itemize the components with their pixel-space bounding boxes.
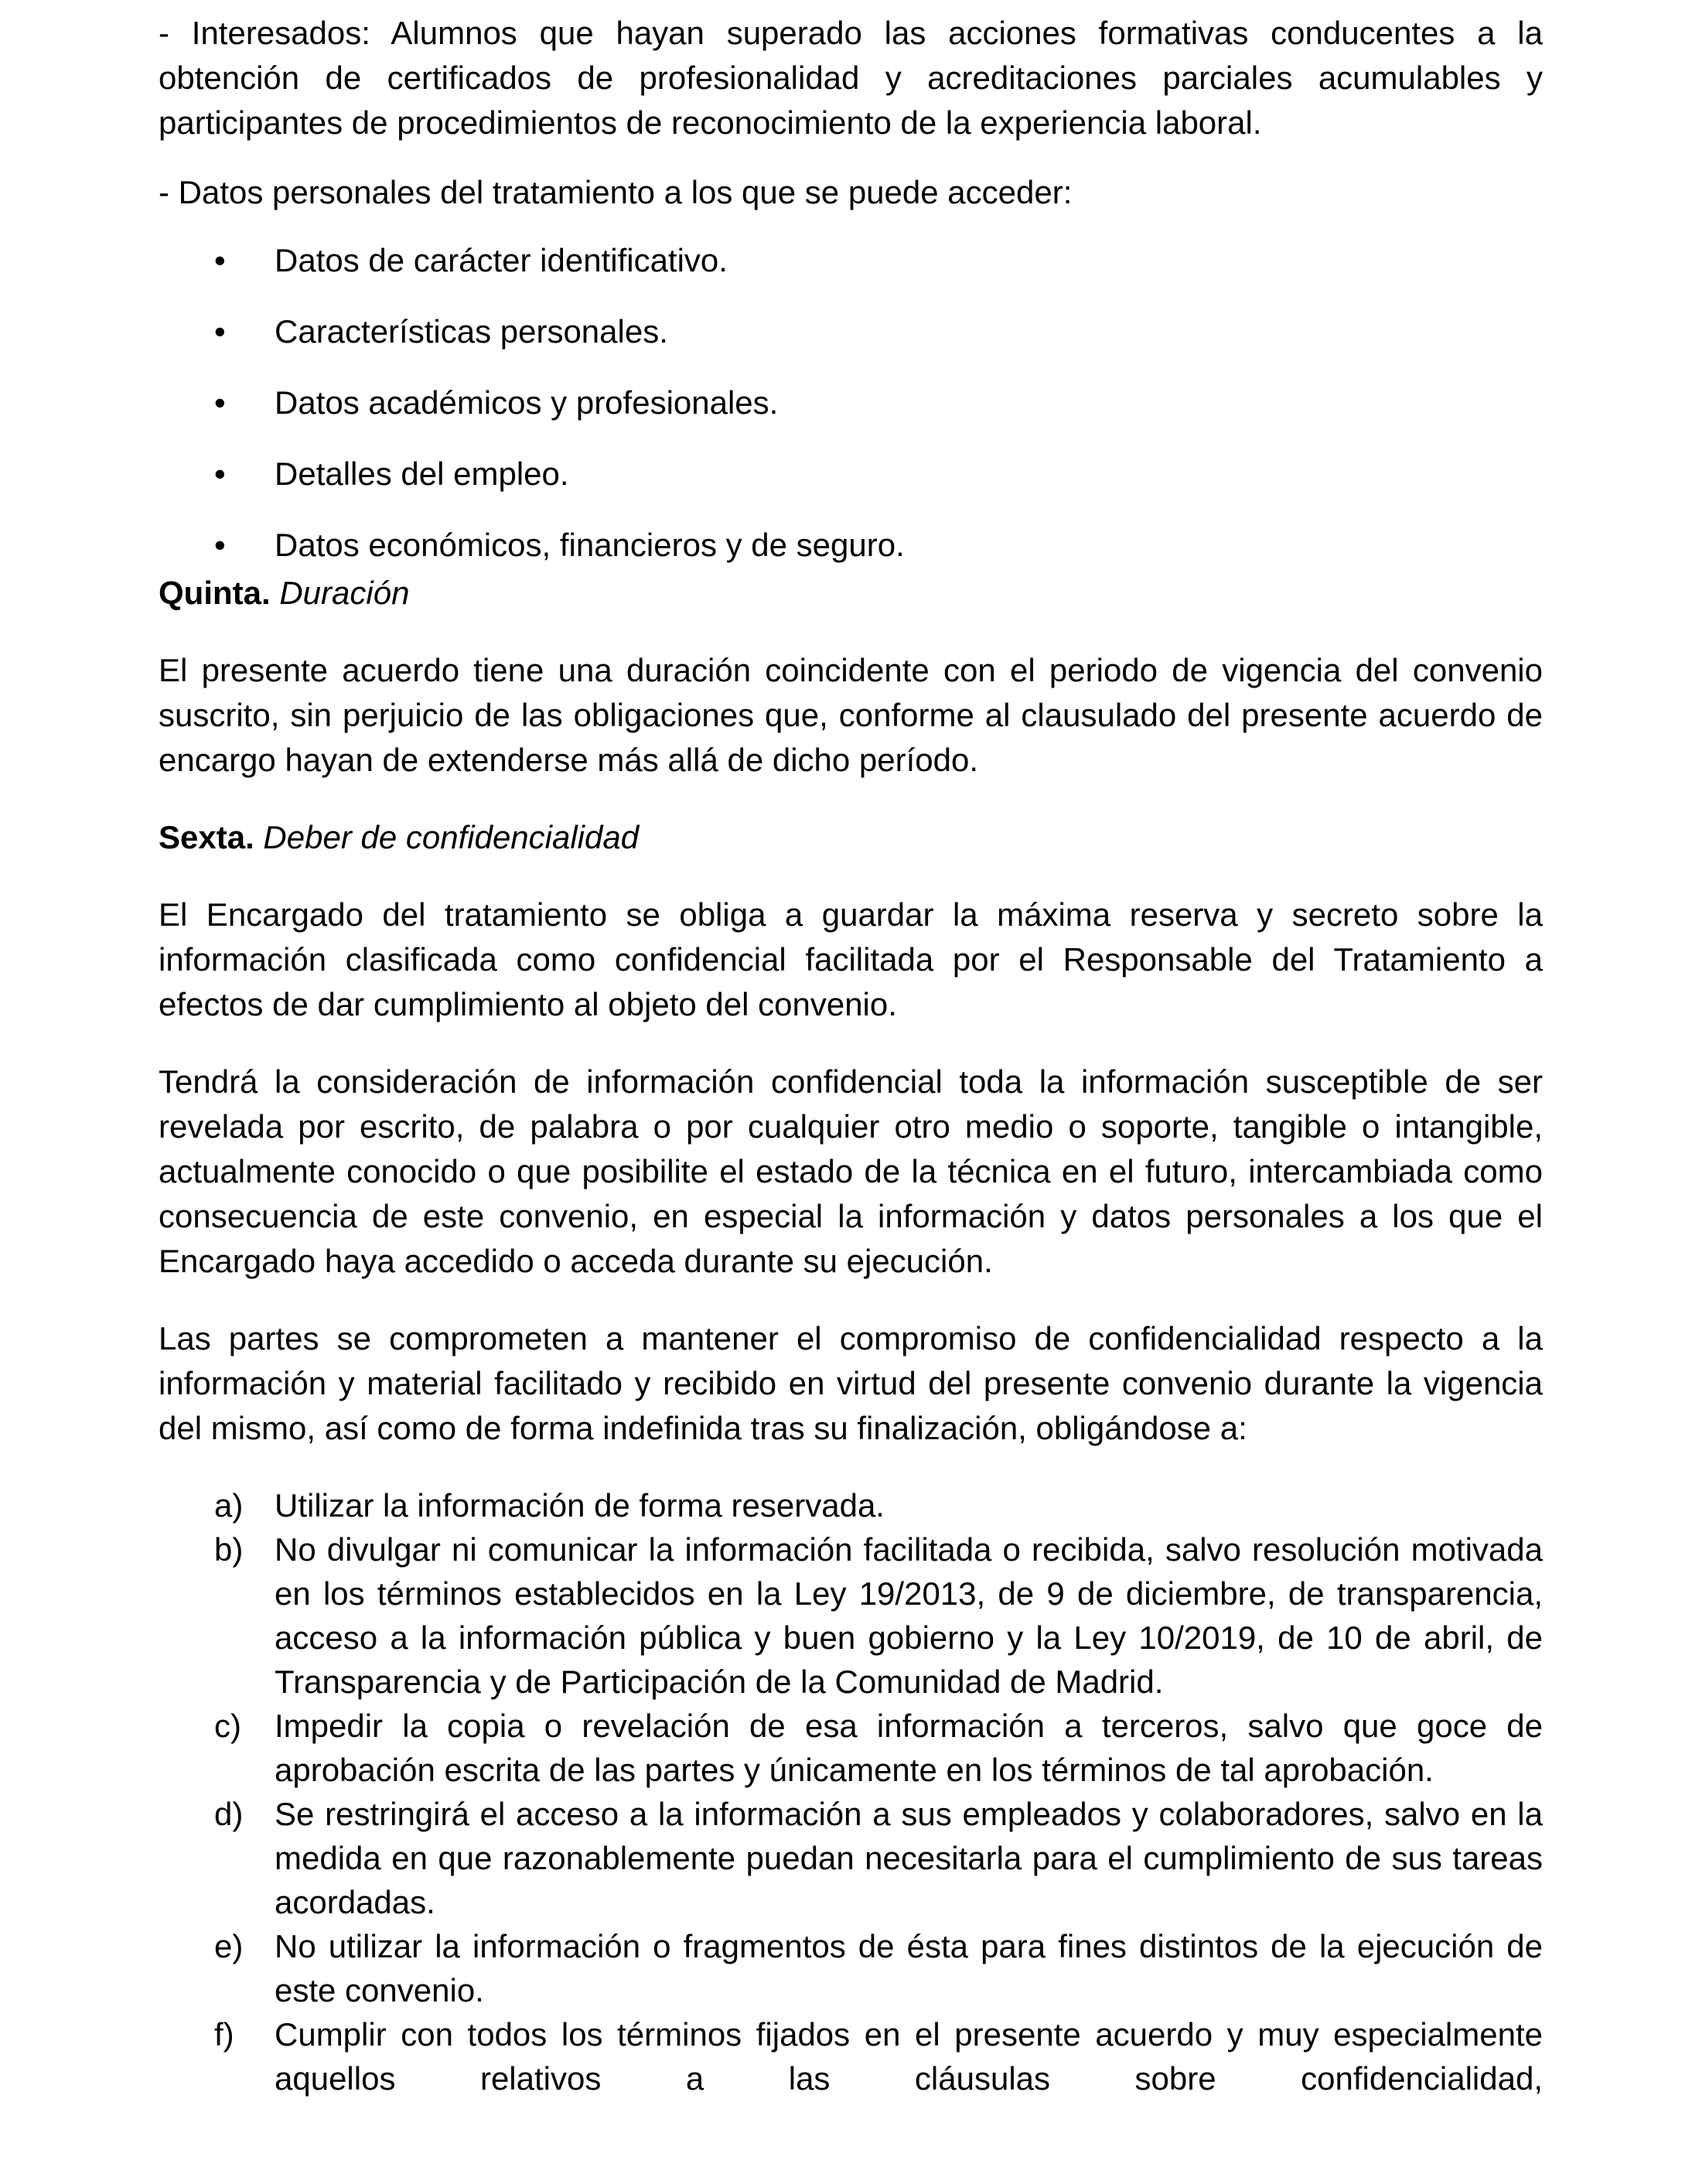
list-item: • Características personales. bbox=[159, 309, 1543, 354]
item-marker: f) bbox=[214, 2016, 234, 2053]
item-text: Cumplir con todos los términos fijados en el presente acuerdo y muy especialmente aquellos relativos a las cláusulas sobre confidencialidad, bbox=[275, 2016, 1543, 2097]
item-marker: b) bbox=[214, 1531, 244, 1568]
section-heading-sexta bbox=[159, 815, 1543, 860]
quinta-body: El presente acuerdo tiene una duración coincidente con el periodo de vigencia del convenio suscrito, sin perjuicio de las obligaciones que, conforme al clausulado del presente acuerdo de encargo hayan de extenderse más allá de dicho período. bbox=[159, 652, 1543, 778]
list-item bbox=[159, 1924, 1543, 2012]
list-item bbox=[159, 1704, 1543, 1792]
interesados-paragraph: - Interesados: Alumnos que hayan superado las acciones formativas conducentes a la obtención de certificados de profesionalidad y acreditaciones parciales acumulables y participantes de procedimientos de reconocimiento de la experiencia laboral. bbox=[159, 15, 1543, 141]
item-text: No divulgar ni comunicar la información facilitada o recibida, salvo resolución motivada en los términos establecidos en la Ley 19/2013, de 9 de diciembre, de transparencia, acceso a la información pública y buen gobierno y la Ley 10/2019, de 10 de abril, de Transparencia y de Participación de la Comunidad de Madrid. bbox=[275, 1531, 1543, 1700]
heading-title: Deber de confidencialidad bbox=[263, 819, 640, 855]
list-item: • Detalles del empleo. bbox=[159, 452, 1543, 497]
list-item bbox=[159, 1483, 1543, 1527]
item-text: Impedir la copia o revelación de esa información a terceros, salvo que goce de aprobación escrita de las partes y únicamente en los términos de tal aprobación. bbox=[275, 1708, 1543, 1788]
list-item: • Datos económicos, financieros y de seguro. bbox=[159, 523, 1543, 568]
sexta-paragraph-1: El Encargado del tratamiento se obliga a guardar la máxima reserva y secreto sobre la información clasificada como confidencial facilitada por el Responsable del Tratamiento a efectos de dar cumplimiento al objeto del convenio. bbox=[159, 896, 1543, 1022]
list-item bbox=[159, 1527, 1543, 1704]
document-page bbox=[159, 11, 1543, 2100]
heading-title: Duración bbox=[279, 575, 410, 611]
list-item bbox=[159, 1792, 1543, 1924]
datos-list bbox=[159, 238, 1543, 568]
item-text: Se restringirá el acceso a la información a sus empleados y colaboradores, salvo en la medida en que razonablemente puedan necesitarla para el cumplimiento de sus tareas acordadas. bbox=[275, 1796, 1543, 1920]
item-text: Utilizar la información de forma reservada. bbox=[275, 1487, 885, 1524]
item-marker: c) bbox=[214, 1708, 241, 1744]
list-item bbox=[159, 2012, 1543, 2100]
section-heading-quinta bbox=[159, 571, 1543, 616]
item-marker: d) bbox=[214, 1796, 244, 1832]
sexta-paragraph-3: Las partes se comprometen a mantener el compromiso de confidencialidad respecto a la información y material facilitado y recibido en virtud del presente convenio durante la vigencia del mismo, así como de forma indefinida tras su finalización, obligándose a: bbox=[159, 1320, 1543, 1446]
obligations-list bbox=[159, 1483, 1543, 2100]
sexta-paragraph-2: Tendrá la consideración de información confidencial toda la información susceptible de ser revelada por escrito, de palabra o por cualquier otro medio o soporte, tangible o intangible, actualmente conocido o que posibilite el estado de la técnica en el futuro, intercambiada como consecuencia de este convenio, en especial la información y datos personales a los que el Encargado haya accedido o acceda durante su ejecución. bbox=[159, 1063, 1543, 1279]
list-item: • Datos académicos y profesionales. bbox=[159, 380, 1543, 425]
item-marker: e) bbox=[214, 1928, 244, 1964]
item-marker: a) bbox=[214, 1487, 244, 1524]
datos-intro: - Datos personales del tratamiento a los que se puede acceder: bbox=[159, 174, 1073, 210]
item-text: No utilizar la información o fragmentos de ésta para fines distintos de la ejecución de este convenio. bbox=[275, 1928, 1543, 2008]
list-item: • Datos de carácter identificativo. bbox=[159, 238, 1543, 283]
heading-label: Sexta. bbox=[159, 819, 254, 855]
heading-label: Quinta. bbox=[159, 575, 271, 611]
